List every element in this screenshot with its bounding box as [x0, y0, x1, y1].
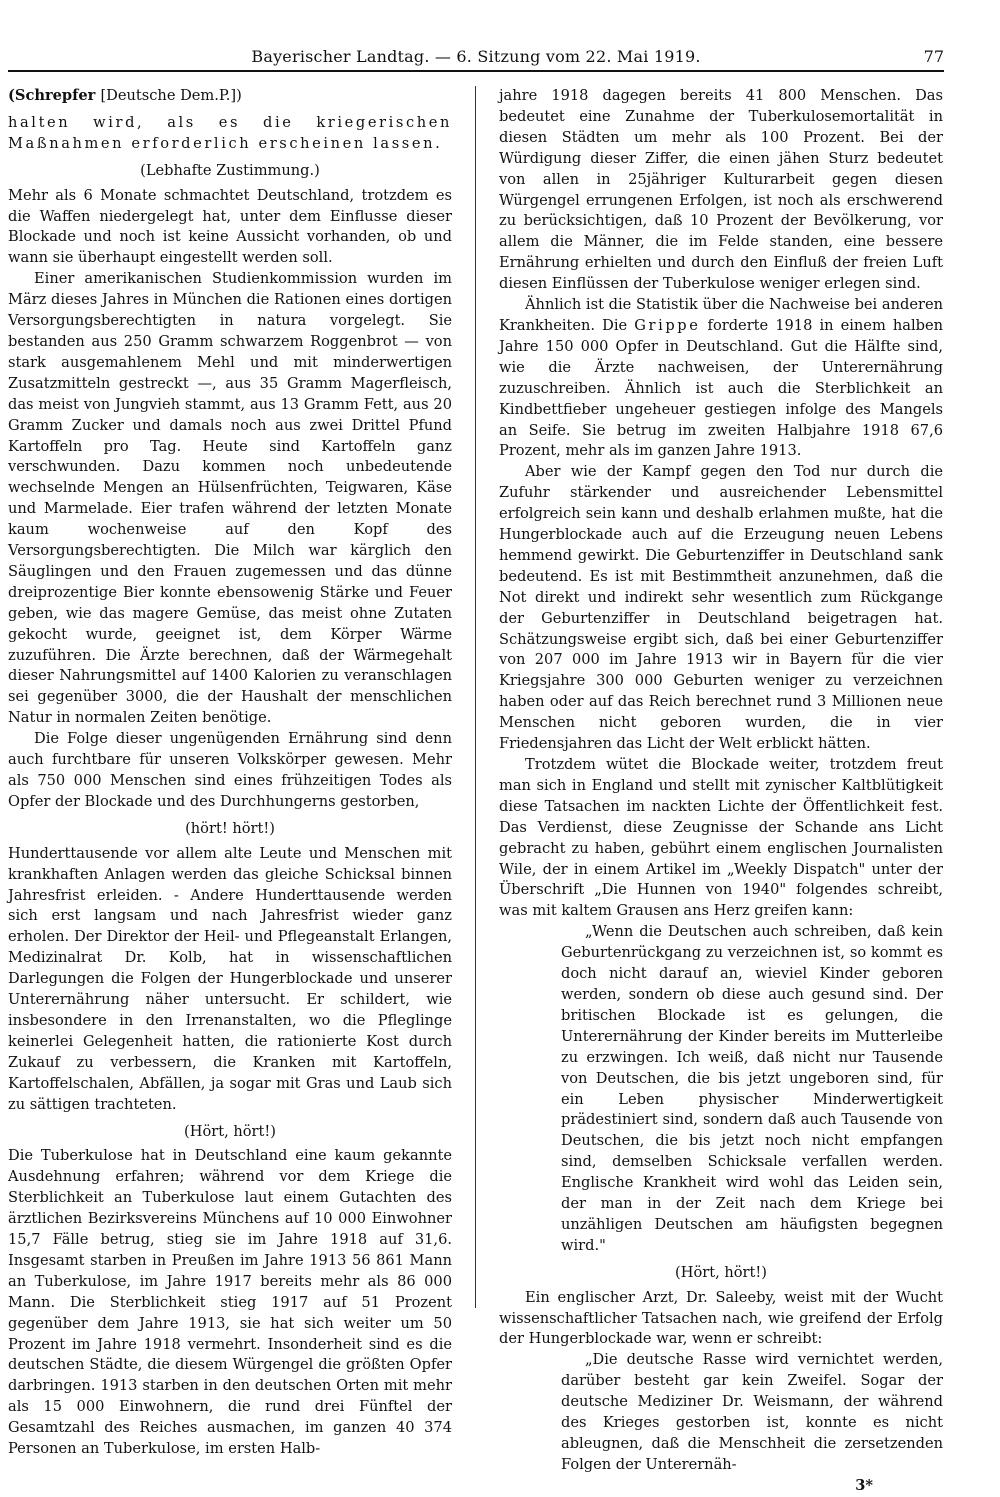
reaction-applause: (Lebhafte Zustimmung.) [140, 161, 320, 179]
speaker-heading [8, 86, 452, 107]
quote-saleeby: „Die deutsche Rasse wird vernichtet werden, darüber besteht gar kein Zweifel. Sogar der deutsche Mediziner Dr. Weismann, der während des Krieges gestorben ist, konnte es nicht ableugnen, daß die Menschheit die zersetzenden Folgen der Unterernäh- [561, 1351, 943, 1473]
grippe-suffix: forderte 1918 in einem halben Jahre 150 000 Opfer in Deutschland. Gut die Hälfte sind, wie die Ärzte nachweisen, der Unterernährung zuzuschreiben. Ähnlich ist auch die Sterblichkeit an Kindbettfieber ungeheuer gestiegen infolge des Mangels an Seife. Sie betrug im zweiten Halbjahre 1918 67,6 Prozent, mehr als im ganzen Jahre 1913. [499, 316, 943, 460]
right-column [499, 86, 943, 1494]
paragraph-birth-rate: Aber wie der Kampf gegen den Tod nur durch die Zufuhr stärkender und ausreichender Lebensmittel erfolgreich sein kann und deshalb erlahmen mußte, hat die Hungerblockade auch auf die Erzeugung neuen Lebens hemmend gewirkt. Die Geburtenziffer in Deutschland sank bedeutend. Es ist mit Bestimmtheit anzunehmen, daß die Not direkt und indirekt sehr wesentlich zum Rückgange der Geburtenziffer in Deutschland beigetragen hat. Schätzungsweise ergibt sich, daß bei einer Geburtenziffer von 207 000 im Jahre 1913 wir in Bayern für die vier Kriegsjahre 300 000 Geburten weniger zu verzeichnen haben oder auf das Reich berechnet rund 3 Millionen neue Menschen nicht geboren wurden, die in vier Friedensjahren das Licht der Welt erblickt hätten. [499, 463, 943, 753]
paragraph-blockade: Mehr als 6 Monate schmachtet Deutschland, trotzdem es die Waffen niedergelegt hat, unter dem Einflusse dieser Blockade und noch ist keine Aussicht vorhanden, ob und wann sie überhaupt eingestellt werden soll. [8, 186, 452, 267]
grippe-emphasis: Grippe [634, 316, 701, 334]
paragraph-saleeby: Ein englischer Arzt, Dr. Saleeby, weist mit der Wucht wissenschaftlicher Tatsachen nach, wie greifend der Erfolg der Hungerblockade war, wenn er schreibt: [499, 1288, 943, 1348]
paragraph-rations: Einer amerikanischen Studienkommission wurden im März dieses Jahres in München die Rationen eines dortigen Versorgungsberechtigten in natura vorgelegt. Sie bestanden aus 250 Gramm schwarzem Roggenbrot — von stark ausgemahlenem Mehl und mit minderwertigen Zusatzmitteln gestreckt —, aus 35 Gramm Magerfleisch, das meist von Jungvieh stammt, aus 13 Gramm Fett, aus 20 Gramm Zucker und damals noch aus zwei Drittel Pfund Kartoffeln pro Tag. Heute sind Kartoffeln ganz verschwunden. Dazu kommen noch unbedeutende wechselnde Mengen an Hülsenfrüchten, Teigwaren, Käse und Marmelade. Eier trafen während der letzten Monate kaum wochenweise auf den Kopf des Versorgungsberechtigten. Die Milch war kärglich den Säuglingen und den Frauen zugemessen und das dünne dreiprozentige Bier konnte ebensowenig Stärke und Feuer geben, wie das magere Gemüse, das meist ohne Zutaten gekocht wurde, geeignet ist, dem Körper Wärme zuzuführen. Die Ärzte berechnen, daß der Wärmegehalt dieser Nahrungsmittel auf 1400 Kalorien zu veranschlagen sei gegenüber 3000, die der Haushalt der menschlichen Natur in normalen Zeiten benötige. [8, 270, 452, 727]
page-number: 77 [923, 47, 944, 66]
continuation-text: halten wird, als es die kriegerischen Maßnahmen erforderlich erscheinen lassen. [8, 113, 452, 152]
paragraph-tuberculosis-continued: jahre 1918 dagegen bereits 41 800 Menschen. Das bedeutet eine Zunahme der Tuberkulosemortalität in diesen Städten um mehr als 100 Prozent. Bei der Würdigung dieser Ziffer, die einen jähen Sturz bedeutet von allen in 25jähriger Kulturarbeit gegen diesen Würgengel errungenen Erfolgen, ist noch als erschwerend zu berücksichtigen, daß 10 Prozent der Bevölkerung, vor allem die Männer, die im Felde standen, eine bessere Ernährung erhielten und durch den Einfluß der freien Luft diesen Einflüssen der Tuberkulose weniger erlegen sind. [499, 87, 943, 293]
reaction-hoert: (hört! hört!) [185, 819, 275, 837]
quote-weekly-dispatch: „Wenn die Deutschen auch schreiben, daß kein Geburtenrückgang zu verzeichnen ist, so kommt es doch nicht darauf an, wieviel Kinder geboren werden, sondern ob diese auch gesund sind. Der britischen Blockade ist es gelungen, die Unterernährung der Kinder bereits im Mutterleibe zu erzwingen. Ich weiß, daß nicht nur Tausende von Deutschen, die bis jetzt ungeboren sind, für ein Leben physischer Minderwertigkeit prädestiniert sind, sondern daß auch Tausende von Deutschen, die bis jetzt noch nicht empfangen sind, demselben Schicksale verfallen werden. Englische Krankheit wird wohl das Leiden sein, der man in der Zeit nach dem Kriege bei unzähligen Deutschen am häufigsten begegnen wird." [561, 923, 943, 1254]
reaction-hoert-3: (Hört, hört!) [675, 1263, 767, 1281]
paragraph-hundreds-of-thousands: Hunderttausende vor allem alte Leute und Menschen mit krankhaften Anlagen werden das gleiche Schicksal binnen Jahresfrist erleiden. - Andere Hunderttausende werden sich erst langsam und nach Jahresfrist wieder ganz erholen. Der Direktor der Heil- und Pflegeanstalt Erlangen, Medizinalrat Dr. Kolb, hat in wissenschaftlichen Darlegungen die Folgen der Hungerblockade und unserer Unterernährung näher untersucht. Er schildert, wie insbesondere in den Irrenanstalten, wo die Pfleglinge keinerlei Gelegenheit hatten, die rationierte Kost durch Zukauf zu verbessern, die Kranken mit Kartoffeln, Kartoffelschalen, Abfällen, ja sogar mit Gras und Laub sich zu sättigen trachteten. [8, 844, 452, 1113]
paragraph-other-diseases [499, 295, 943, 462]
speaker-party: [Deutsche Dem.P.]) [100, 87, 242, 104]
paragraph-consequences: Die Folge dieser ungenügenden Ernährung sind denn auch furchtbare für unseren Volkskörper gewesen. Mehr als 750 000 Menschen sind eines frühzeitigen Todes als Opfer der Blockade und des Durchhungerns gestorben, [8, 730, 452, 810]
left-column [8, 86, 452, 1458]
header-rule [8, 70, 944, 72]
reaction-hoert-2: (Hört, hört!) [184, 1122, 276, 1140]
speaker-name: (Schrepfer [8, 87, 96, 104]
paragraph-england: Trotzdem wütet die Blockade weiter, trotzdem freut man sich in England und stellt mit zynischer Kaltblütigkeit diese Tatsachen im nackten Lichte der Öffentlichkeit fest. Das Verdienst, diese Zeugnisse der Schande ans Licht gebracht zu haben, gebührt einem englischen Journalisten Wile, der in einem Artikel im „Weekly Dispatch" unter der Überschrift „Die Hunnen von 1940" folgendes schreibt, was mit kaltem Grausen ans Herz greifen kann: [499, 756, 943, 920]
paragraph-tuberculosis: Die Tuberkulose hat in Deutschland eine kaum gekannte Ausdehnung erfahren; während vor dem Kriege die Sterblichkeit an Tuberkulose laut einem Gutachten des ärztlichen Bezirksvereins Münchens auf 10 000 Einwohner 15,7 Fälle betrug, stieg sie im Jahre 1918 auf 31,6. Insgesamt starben in Preußen im Jahre 1913 56 861 Mann an Tuberkulose, im Jahre 1917 bereits mehr als 86 000 Mann. Die Sterblichkeit stieg 1917 auf 51 Prozent gegenüber dem Jahre 1913, sie hat sich weiter um 50 Prozent im Jahre 1918 vermehrt. Insonderheit sind es die deutschen Städte, die diesem Würgengel die größten Opfer darbringen. 1913 starben in den deutschen Orten mit mehr als 15 000 Einwohnern, die rund drei Fünftel der Gesamtzahl des Reiches ausmachen, im ganzen 40 374 Personen an Tuberkulose, im ersten Halb- [8, 1147, 452, 1458]
running-title: Bayerischer Landtag. — 6. Sitzung vom 22. Mai 1919. [251, 47, 701, 66]
grippe-prefix: Ähnlich ist die Statistik über die Nachweise bei anderen Krankheiten. Die [499, 296, 943, 334]
page-header [8, 44, 944, 70]
signature-mark: 3* [855, 1476, 873, 1494]
column-divider [475, 86, 476, 1308]
